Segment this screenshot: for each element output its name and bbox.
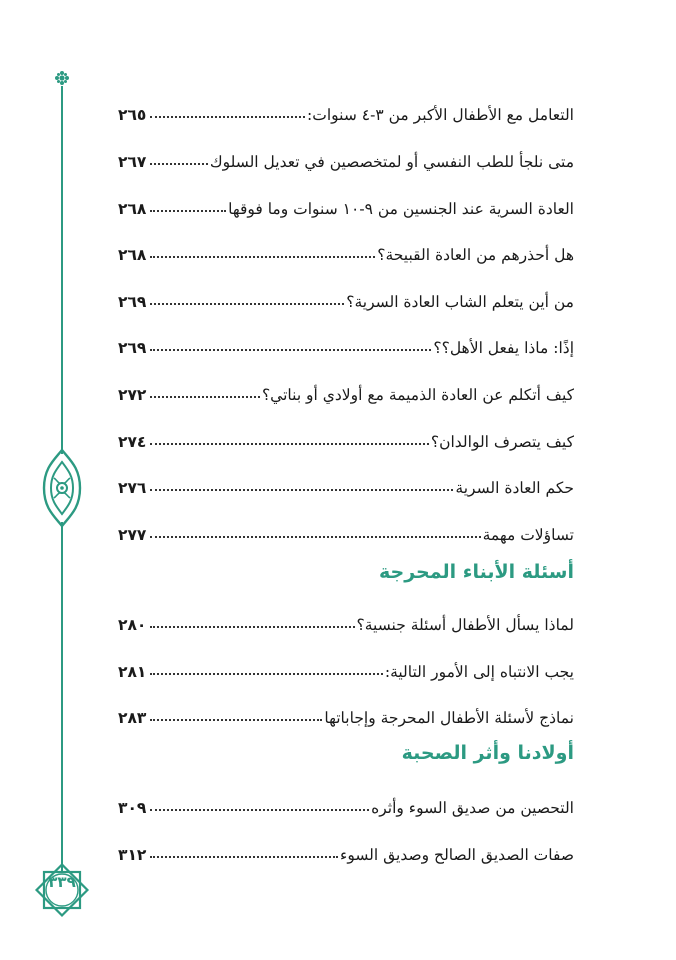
toc-entry[interactable] (118, 785, 574, 817)
toc-page-number: ٣٠٩ (118, 799, 147, 817)
toc-entry[interactable] (118, 279, 574, 311)
toc-page-number: ٢٨٣ (118, 709, 147, 727)
toc-leader-dots (150, 115, 305, 118)
toc-page-number: ٢٨١ (118, 663, 147, 681)
toc-page-number: ٢٧٧ (118, 526, 147, 544)
toc-page-number: ٢٧٢ (118, 386, 147, 404)
toc-entry-title: صفات الصديق الصالح وصديق السوء (340, 846, 574, 864)
toc-entry-title: تساؤلات مهمة (482, 526, 574, 544)
toc-leader-dots (150, 162, 207, 165)
toc-entry[interactable] (118, 602, 574, 634)
toc-leader-dots (150, 395, 260, 398)
octagram-frame-icon (30, 858, 94, 926)
toc-page-number: ٢٦٧ (118, 153, 147, 171)
page-number: ٣٣٩ (48, 873, 76, 891)
toc-page-number: ٢٧٤ (118, 433, 147, 451)
flower-ornament-icon (54, 70, 70, 90)
toc-page-number: ٢٧٦ (118, 479, 147, 497)
toc-leader-dots (150, 535, 480, 538)
toc-entry-title: من أين يتعلم الشاب العادة السرية؟ (346, 293, 574, 311)
toc-entry-title: نماذج لأسئلة الأطفال المحرجة وإجاباتها (324, 709, 574, 727)
toc-entry-title: التحصين من صديق السوء وأثره (371, 799, 574, 817)
toc-entry[interactable] (118, 832, 574, 864)
toc-entry-title: لماذا يسأل الأطفال أسئلة جنسية؟ (356, 616, 574, 634)
toc-page-number: ٢٦٥ (118, 106, 147, 124)
toc-entry[interactable] (118, 512, 574, 544)
toc-page-number: ٢٦٩ (118, 293, 147, 311)
toc-entry[interactable] (118, 92, 574, 124)
toc-leader-dots (150, 442, 428, 445)
toc-entry-title: حكم العادة السرية (455, 479, 574, 497)
toc-entry-title: إذًا: ماذا يفعل الأهل؟؟ (433, 339, 574, 357)
toc-leader-dots (150, 488, 453, 491)
toc-entry-title: هل أحذرهم من العادة القبيحة؟ (377, 246, 574, 264)
toc-entry-title: متى نلجأ للطب النفسي أو لمتخصصين في تعديل السلوك (209, 153, 574, 171)
toc-entry-title: العادة السرية عند الجنسين من ٩-١٠ سنوات وما فوقها (228, 200, 574, 218)
toc-leader-dots (150, 302, 344, 305)
toc-page-number: ٢٦٩ (118, 339, 147, 357)
toc-leader-dots (150, 255, 375, 258)
toc-leader-dots (150, 348, 431, 351)
toc-entry-title: يجب الانتباه إلى الأمور التالية: (384, 663, 574, 681)
toc-entry[interactable] (118, 465, 574, 497)
toc-page-number: ٢٦٨ (118, 246, 147, 264)
toc-entry[interactable] (118, 325, 574, 357)
toc-page-number: ٢٨٠ (118, 616, 147, 634)
toc-leader-dots (150, 855, 338, 858)
margin-rule-bottom (61, 522, 63, 872)
margin-rule-top (61, 86, 63, 454)
toc-entry[interactable] (118, 139, 574, 171)
toc-leader-dots (150, 718, 322, 721)
toc-leader-dots (150, 209, 226, 212)
toc-leader-dots (150, 672, 382, 675)
toc-entry-title: كيف يتصرف الوالدان؟ (430, 433, 574, 451)
toc-entry[interactable] (118, 232, 574, 264)
toc-page-number: ٣١٢ (118, 846, 147, 864)
toc-entry-title: التعامل مع الأطفال الأكبر من ٣-٤ سنوات: (307, 106, 574, 124)
toc-leader-dots (150, 625, 354, 628)
toc-entry[interactable] (118, 372, 574, 404)
toc-entry[interactable] (118, 186, 574, 218)
section-heading: أولادنا وأثر الصحبة (401, 742, 574, 764)
section-heading: أسئلة الأبناء المحرجة (379, 561, 574, 583)
arabesque-ornament-icon (40, 448, 84, 532)
toc-entry[interactable] (118, 649, 574, 681)
toc-entry-title: كيف أتكلم عن العادة الذميمة مع أولادي أو بناتي؟ (261, 386, 574, 404)
toc-page-number: ٢٦٨ (118, 200, 147, 218)
toc-leader-dots (150, 808, 369, 811)
toc-entry[interactable] (118, 419, 574, 451)
toc-entry[interactable] (118, 695, 574, 727)
